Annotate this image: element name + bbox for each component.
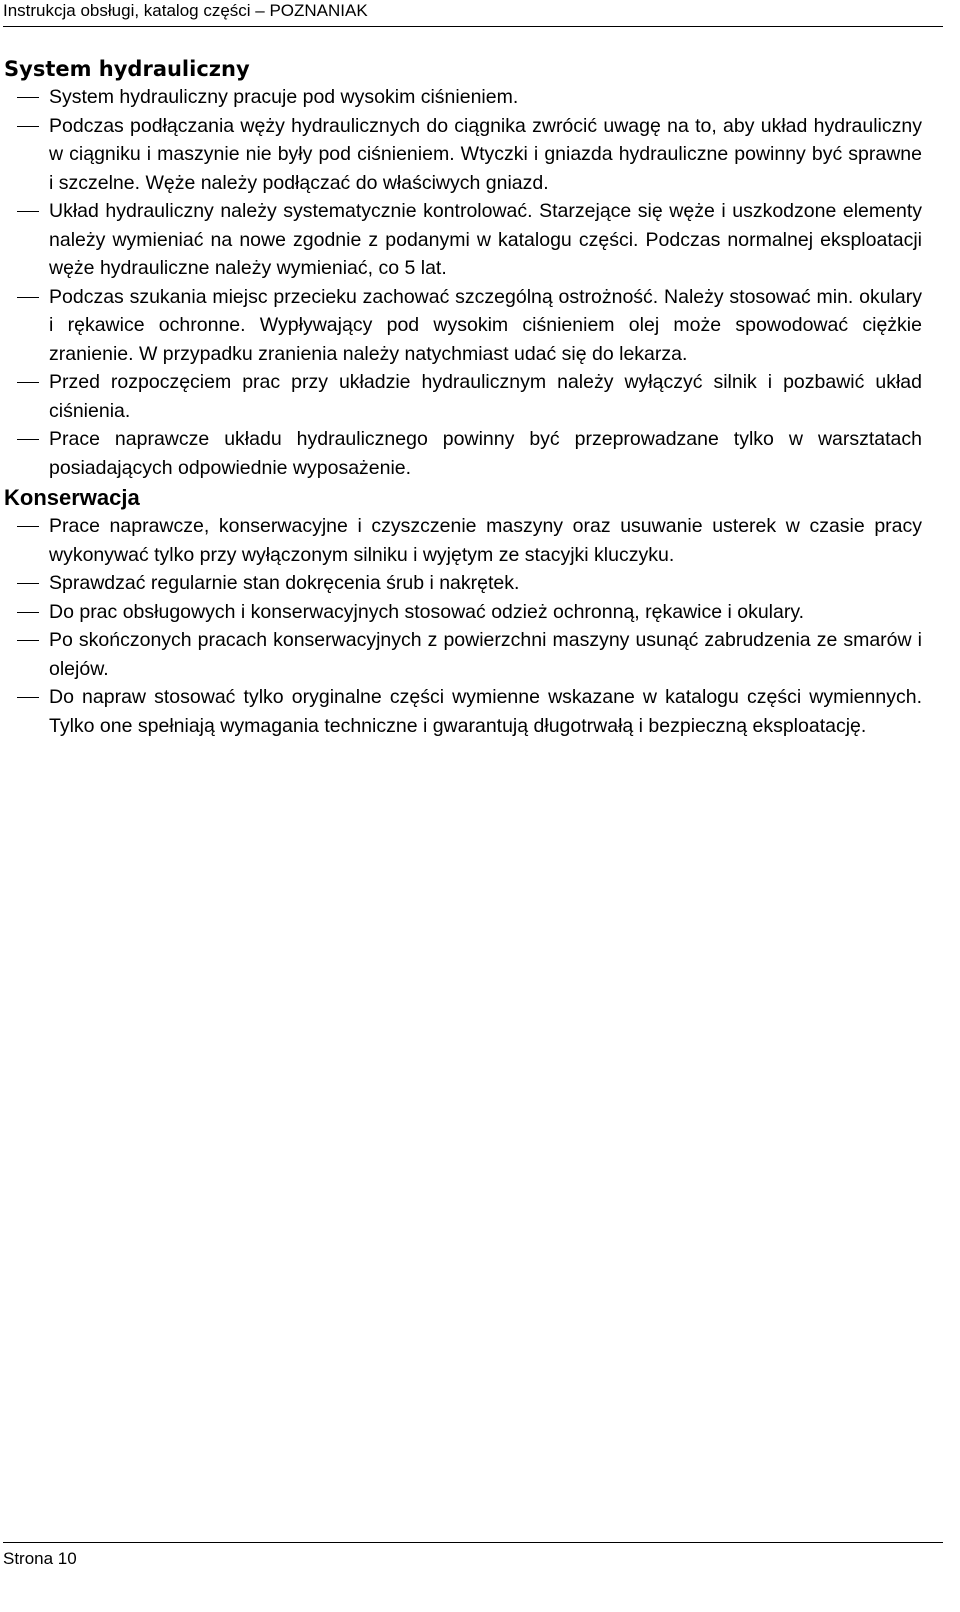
list-item	[4, 425, 922, 482]
dash-bullet	[17, 382, 39, 383]
list-item-text: Układ hydrauliczny należy systematycznie kontrolować. Starzejące się węże i uszkodzone elementy należy wymieniać na nowe zgodnie z podanymi w katalogu części. Podczas normalnej eksploatacji węże hydrauliczne należy wymieniać, co 5 lat.	[49, 200, 922, 279]
list-item-text: Podczas szukania miejsc przecieku zachować szczególną ostrożność. Należy stosować min. okulary i rękawice ochronne. Wypływający pod wysokim ciśnieniem olej może spowodować ciężkie zranienie. W przypadku zranienia należy natychmiast udać się do lekarza.	[49, 285, 922, 365]
list-item	[4, 197, 922, 283]
list-item-text: Przed rozpoczęciem prac przy układzie hydraulicznym należy wyłączyć silnik i pozbawić układ ciśnienia.	[49, 371, 922, 422]
dash-bullet	[17, 211, 39, 212]
list-item-text: Prace naprawcze układu hydraulicznego powinny być przeprowadzane tylko w warsztatach posiadających odpowiednie wyposażenie.	[49, 428, 922, 479]
dash-bullet	[17, 126, 39, 127]
list-item	[4, 83, 922, 112]
page-header	[3, 0, 943, 27]
list-item-text: System hydrauliczny pracuje pod wysokim ciśnieniem.	[49, 86, 519, 108]
list-item	[4, 683, 922, 740]
section-title-hydraulics: System hydrauliczny	[4, 57, 250, 81]
list-item-text: Po skończonych pracach konserwacyjnych z powierzchni maszyny usunąć zabrudzenia ze smarów i olejów.	[49, 629, 922, 680]
list-item-text: Podczas podłączania węży hydraulicznych do ciągnika zwrócić uwagę na to, aby układ hydrauliczny w ciągniku i maszynie nie były pod ciśnieniem. Wtyczki i gniazda hydrauliczne powinny być sprawne i szczelne. Węże należy podłączać do właściwych gniazd.	[49, 114, 922, 194]
list-item-text: Sprawdzać regularnie stan dokręcenia śrub i nakrętek.	[49, 572, 520, 594]
maintenance-list	[4, 512, 922, 740]
list-item	[4, 368, 922, 425]
list-item	[4, 512, 922, 569]
hydraulics-list	[4, 83, 922, 482]
dash-bullet	[17, 526, 39, 527]
page-number: Strona 10	[3, 1549, 77, 1568]
dash-bullet	[17, 297, 39, 298]
footer-divider	[3, 1542, 943, 1543]
list-item-text: Prace naprawcze, konserwacyjne i czyszczenie maszyny oraz usuwanie usterek w czasie pracy wykonywać tylko przy wyłączonym silniku i wyjętym ze stacyjki kluczyku.	[49, 515, 922, 566]
dash-bullet	[17, 97, 39, 98]
list-item	[4, 626, 922, 683]
dash-bullet	[17, 640, 39, 641]
dash-bullet	[17, 697, 39, 698]
dash-bullet	[17, 439, 39, 440]
dash-bullet	[17, 612, 39, 613]
list-item	[4, 598, 922, 627]
page-footer	[3, 1548, 77, 1570]
list-item	[4, 112, 922, 198]
dash-bullet	[17, 583, 39, 584]
section-title-maintenance: Konserwacja	[4, 485, 140, 510]
list-item-text: Do napraw stosować tylko oryginalne części wymienne wskazane w katalogu części wymiennych. Tylko one spełniają wymagania techniczne i gwarantują długotrwałą i bezpieczną eksploatację.	[49, 686, 922, 737]
list-item	[4, 283, 922, 369]
list-item-text: Do prac obsługowych i konserwacyjnych stosować odzież ochronną, rękawice i okulary.	[49, 600, 805, 623]
document-title: Instrukcja obsługi, katalog części – POZNANIAK	[3, 1, 368, 20]
page-content	[4, 55, 922, 742]
list-item	[4, 569, 922, 598]
